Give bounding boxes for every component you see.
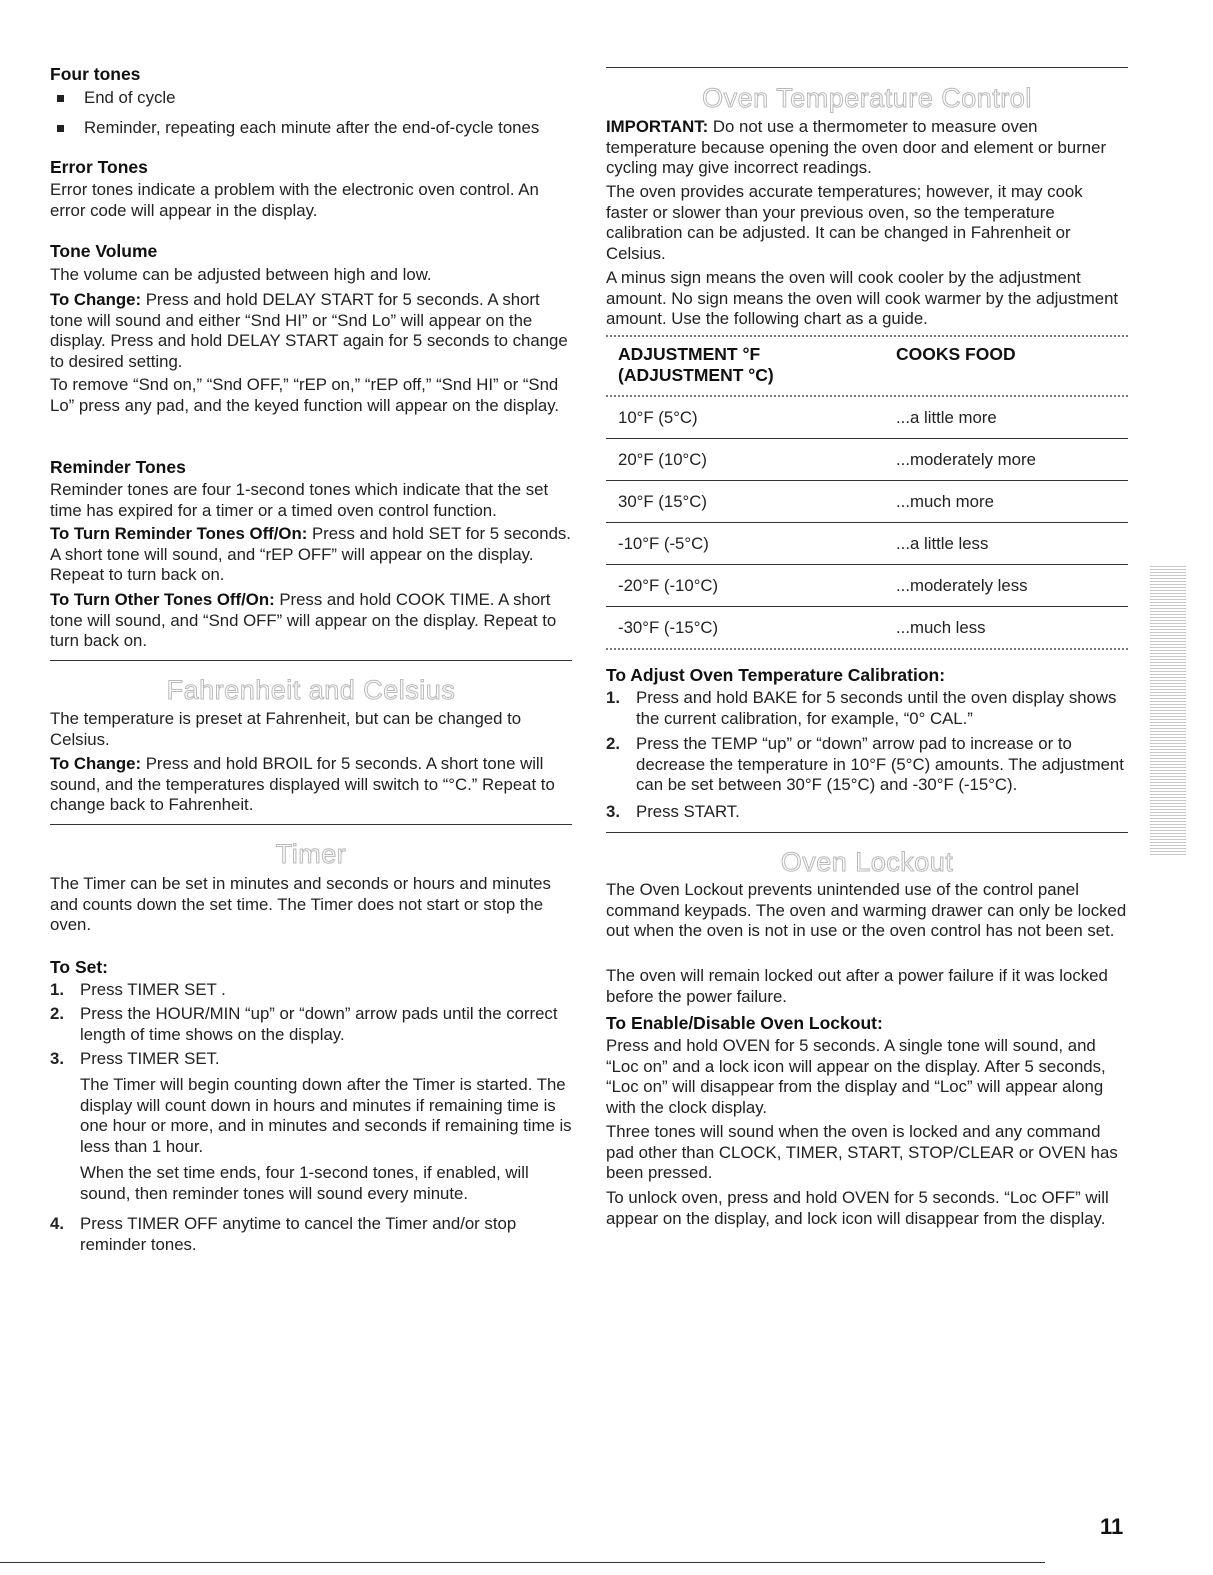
important-note: IMPORTANT: Do not use a thermometer to measure oven temperature because opening the oven door and element or burner cycling may give incorrect readings. [606,117,1107,177]
table-header: ADJUSTMENT °F (ADJUSTMENT °C) [618,344,774,385]
oven-temperature-control-title: Oven Temperature Control [702,83,1032,113]
bullet-square-icon [57,125,64,132]
adjust-calibration-heading: To Adjust Oven Temperature Calibration: [606,665,946,685]
oven-lockout-title: Oven Lockout [780,847,954,877]
oven-temp-p2: The oven provides accurate temperatures; however, it may cook faster or slower than your previous oven, so the temperature calibration can be adjusted. It can be changed in Fahrenheit or Celsius. [606,182,1083,263]
lockout-p3: Press and hold OVEN for 5 seconds. A single tone will sound, and “Loc on” and a lock icon will appear on the display. After 5 seconds, “Loc on” will disappear from the display and “Loc” will appear along with the clock display. [606,1036,1106,1117]
reminder-tones-p1: Reminder tones are four 1-second tones which indicate that the set time has expired for a timer or a timed oven control function. [50,480,549,520]
section-divider [50,660,572,661]
error-tones-heading: Error Tones [50,157,148,177]
list-item: End of cycle [50,88,572,109]
list-item: 4. Press TIMER OFF anytime to cancel the Timer and/or stop reminder tones. [50,1214,517,1254]
section-divider [50,824,572,825]
list-item: 1. Press and hold BAKE for 5 seconds until the oven display shows the current calibration, for example, “0° CAL.” [606,688,1117,728]
tone-volume-remove: To remove “Snd on,” “Snd OFF,” “rEP on,” “rEP off,” “Snd HI” or “Snd Lo” press any pad, and the keyed function will appear on the display. [50,375,560,415]
timer-p1: The Timer can be set in minutes and seconds or hours and minutes and counts down the set time. The Timer does not start or stop the oven. [50,874,551,934]
language-tab-marker [1150,565,1186,855]
to-set-heading: To Set: [50,957,109,977]
list-item: 2. Press the HOUR/MIN “up” or “down” arrow pads until the correct length of time shows on the display. [50,1004,558,1044]
list-item: Reminder, repeating each minute after the end-of-cycle tones [50,118,572,139]
page-number: 11 [1100,1514,1124,1539]
list-item: 1. Press TIMER SET . [50,980,226,999]
fahrenheit-change: To Change: Press and hold BROIL for 5 seconds. A short tone will sound, and the temperatures displayed will switch to “°C.” Repeat to change back to Fahrenheit. [50,754,555,814]
table-row: -10°F (-5°C) ...a little less [606,522,1128,565]
lockout-heading: To Enable/Disable Oven Lockout: [606,1013,883,1033]
lockout-p4: Three tones will sound when the oven is locked and any command pad other than CLOCK, TIMER, START, STOP/CLEAR or OVEN has been pressed. [606,1122,1118,1182]
table-row: 20°F (10°C) ...moderately more [606,438,1128,481]
list-item: 3. Press TIMER SET. [50,1049,220,1068]
lockout-p5: To unlock oven, press and hold OVEN for 5 seconds. “Loc OFF” will appear on the display, and lock icon will disappear from the display. [606,1188,1109,1228]
fahrenheit-p1: The temperature is preset at Fahrenheit, but can be changed to Celsius. [50,709,522,749]
table-top-rule [606,335,1128,337]
table-row: -20°F (-10°C) ...moderately less [606,564,1128,607]
table-header: COOKS FOOD [896,344,1016,364]
table-bottom-rule [606,648,1128,650]
tone-volume-change: To Change: Press and hold DELAY START for 5 seconds. A short tone will sound and either “Snd HI” or “Snd Lo” will appear on the display. Press and hold DELAY START again for 5 seconds to change to desired setting. [50,290,568,371]
section-divider [606,67,1128,68]
table-row: 10°F (5°C) ...a little more [606,396,1128,439]
lockout-p2: The oven will remain locked out after a power failure if it was locked before the power failure. [606,966,1108,1006]
list-item: 3. Press START. [606,802,740,821]
timer-note: The Timer will begin counting down after the Timer is started. The display will count down in hours and minutes if remaining time is one hour or more, and in minutes and seconds if remaining time is less than 1 hour. [80,1075,572,1156]
bullet-square-icon [57,95,64,102]
tone-volume-heading: Tone Volume [50,241,158,261]
reminder-tones-heading: Reminder Tones [50,457,186,477]
lockout-p1: The Oven Lockout prevents unintended use of the control panel command keypads. The oven and warming drawer can only be locked out when the oven is not in use or the oven control has not been set. [606,880,1127,940]
reminder-tones-toggle: To Turn Reminder Tones Off/On: Press and hold SET for 5 seconds. A short tone will sound, and “rEP OFF” will appear on the display. Repeat to turn back on. [50,524,571,584]
bottom-rule [0,1562,1045,1563]
fahrenheit-celsius-title: Fahrenheit and Celsius [166,675,456,705]
four-tones-heading: Four tones [50,64,141,84]
tone-volume-p1: The volume can be adjusted between high and low. [50,265,432,284]
timer-note: When the set time ends, four 1-second tones, if enabled, will sound, then reminder tones will sound every minute. [80,1163,529,1203]
adjustment-table [606,340,1128,652]
error-tones-text: Error tones indicate a problem with the electronic oven control. An error code will appear in the display. [50,180,539,220]
table-row: 30°F (15°C) ...much more [606,480,1128,523]
oven-temp-p3: A minus sign means the oven will cook cooler by the adjustment amount. No sign means the oven will cook warmer by the adjustment amount. Use the following chart as a guide. [606,268,1119,328]
other-tones-toggle: To Turn Other Tones Off/On: Press and hold COOK TIME. A short tone will sound, and “Snd OFF” will appear on the display. Repeat to turn back on. [50,590,557,650]
section-divider [606,832,1128,833]
table-row: -30°F (-15°C) ...much less [618,618,986,637]
timer-title: Timer [275,839,347,869]
list-item: 2. Press the TEMP “up” or “down” arrow pad to increase or to decrease the temperature in 10°F (5°C) amounts. The adjustment can be set between 30°F (15°C) and -30°F (-15°C). [606,734,1124,794]
